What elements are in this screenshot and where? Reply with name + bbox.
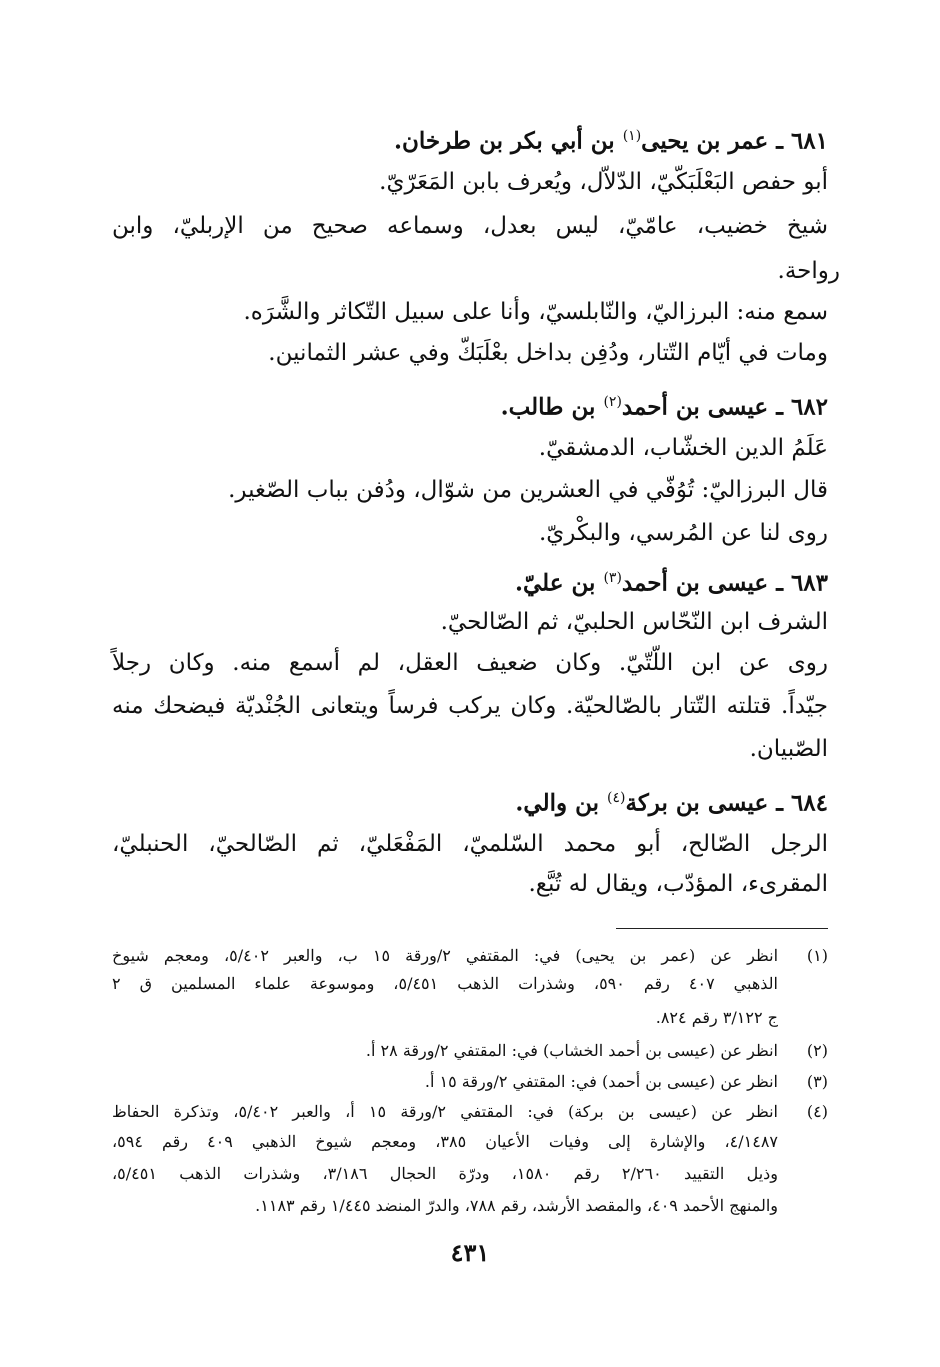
footnote-number: (٣) <box>806 1072 828 1091</box>
entry-name-rest: بن عليّ. <box>514 569 596 597</box>
entry-name-rest: بن والي. <box>515 789 600 817</box>
text-line: روى لنا عن المُرسي، والبكْريّ. <box>538 520 828 546</box>
entry-681-heading <box>394 118 828 160</box>
text-line: ومات في أيّام التّتار، ودُفِن بداخل بعْلَبَكّ وفي عشر الثمانين. <box>268 340 828 366</box>
entry-name: عمر بن يحيى <box>641 127 769 155</box>
footnote-ref: (٤) <box>607 790 626 806</box>
text-line: أبو حفص البَعْلَبَكّيّ، الدّلاّل، ويُعرف بابن المَعَرّيّ. <box>379 169 828 195</box>
text-line: قال البرزاليّ: تُوُفّي في العشرين من شوّال، ودُفن بباب الصّغير. <box>228 477 828 503</box>
text-line: المقرىء، المؤدّب، ويقال له تُبَّع. <box>528 871 828 897</box>
footnote-line: الذهبي ٤٠٧ رقم ٥٩٠، وشذرات الذهب ٥/٤٥١، وموسوعة علماء المسلمين ق ٢ <box>112 974 778 993</box>
entry-682-heading <box>501 384 828 426</box>
entry-number: ٦٨٤ ـ <box>776 789 828 817</box>
entry-name-rest: بن أبي بكر بن طرخان. <box>393 127 615 155</box>
footnote-line: ج ٣/١٢٢ رقم ٨٢٤. <box>655 1008 778 1027</box>
text-line: الشرف ابن النّحّاس الحلبيّ، ثم الصّالحيّ. <box>440 609 828 635</box>
footnote-ref: (٣) <box>603 570 622 586</box>
text-line: شيخ خضيب، عامّيّ، ليس بعدل، وسماعه صحيح من الإربليّ، وابن <box>112 213 828 239</box>
text-line: جيّداً. قتلته التّتار بالصّالحيّة. وكان يركب فرساً ويتعانى الجُنْديّة فيضحك منه <box>112 693 828 719</box>
footnote-line: والمنهج الأحمد ٤٠٩، والمقصد الأرشد، رقم ٧٨٨، والدرّ المنضد ١/٤٤٥ رقم ١١٨٣. <box>255 1196 778 1215</box>
footnote-divider <box>616 928 828 929</box>
entry-name: عيسى بن أحمد <box>621 569 769 597</box>
entry-683-heading <box>515 560 828 602</box>
footnote-number: (١) <box>806 946 828 965</box>
entry-name-rest: بن طالب. <box>500 393 596 421</box>
entry-name: عيسى بن بركة <box>625 789 769 817</box>
entry-number: ٦٨١ ـ <box>776 127 828 155</box>
footnote-line: انظر عن (عمر بن يحيى) في: المقتفي ٢/ورقة ١٥ ب، والعبر ٥/٤٠٢، ومعجم شيوخ <box>112 946 779 965</box>
text-line: الصّبيان. <box>749 736 828 762</box>
entry-number: ٦٨٣ ـ <box>776 569 828 597</box>
text-line: رواحة. <box>777 258 840 284</box>
entry-name: عيسى بن أحمد <box>621 393 769 421</box>
footnote-ref: (٢) <box>603 394 622 410</box>
footnote-line: ٤/١٤٨٧، والإشارة إلى وفيات الأعيان ٣٨٥، ومعجم شيوخ الذهبي ٤٠٩ رقم ٥٩٤، <box>112 1132 778 1151</box>
text-line: عَلَمُ الدين الخشّاب، الدمشقيّ. <box>538 435 828 461</box>
text-line: روى عن ابن اللّتّيّ. وكان ضعيف العقل، لم أسمع منه. وكان رجلاً <box>112 650 828 676</box>
page-number: ٤٣١ <box>450 1238 490 1267</box>
footnote-number: (٤) <box>806 1102 828 1121</box>
text-line: سمع منه: البرزاليّ، والنّابلسيّ، وأنا على سبيل التّكاثر والشَّرَه. <box>243 299 828 325</box>
footnote-line: وذيل التقييد ٢/٢٦٠ رقم ١٥٨٠، ودرّة الحجال ٣/١٨٦، وشذرات الذهب ٥/٤٥١، <box>112 1164 779 1183</box>
footnote-line: انظر عن (عيسى بن بركة) في: المقتفي ٢/ورقة ١٥ أ، والعبر ٥/٤٠٢، وتذكرة الحفاظ <box>112 1102 778 1121</box>
entry-684-heading <box>515 780 828 822</box>
entry-number: ٦٨٢ ـ <box>776 393 828 421</box>
footnote-number: (٢) <box>806 1041 828 1060</box>
text-line: الرجل الصّالح، أبو محمد السّلميّ، المَفْعَليّ، ثم الصّالحيّ، الحنبليّ، <box>112 831 828 857</box>
footnote-line: انظر عن (عيسى بن أحمد) في: المقتفي ٢/ورقة ١٥ أ. <box>424 1072 778 1091</box>
footnote-line: انظر عن (عيسى بن أحمد الخشاب) في: المقتفي ٢/ورقة ٢٨ أ. <box>365 1041 778 1060</box>
footnote-ref: (١) <box>622 128 642 144</box>
